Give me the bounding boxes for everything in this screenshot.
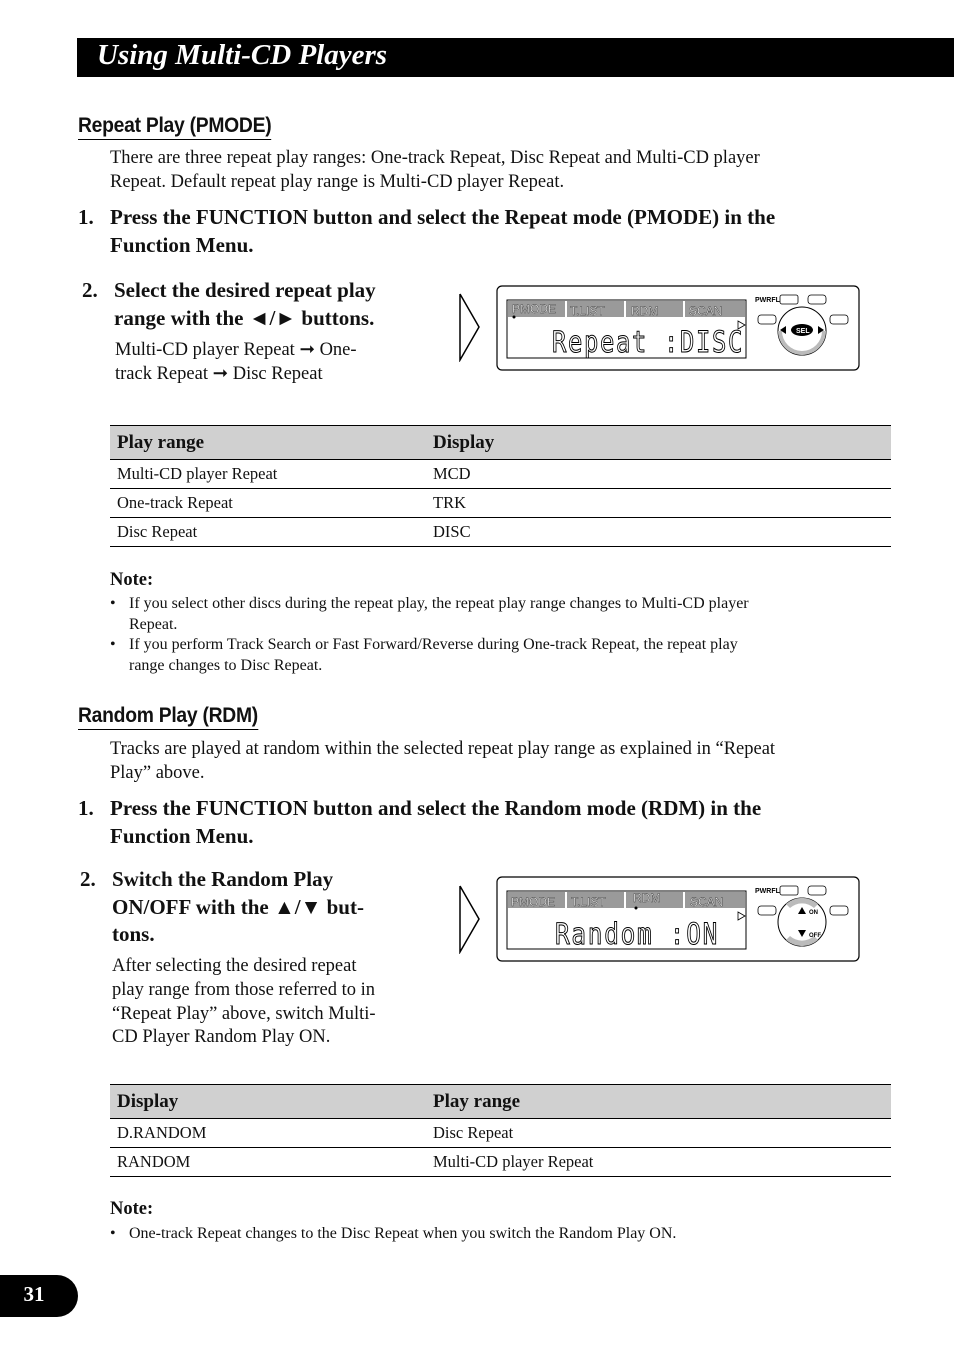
note-line: Repeat. [129, 616, 178, 633]
cell-play-range: One-track Repeat [110, 489, 426, 518]
random-step1 [78, 795, 878, 851]
tab-label-rdm: RDM [631, 304, 659, 318]
sel-button-label: SEL [796, 328, 810, 335]
display-unit-random [496, 876, 860, 962]
cell-play-range: Disc Repeat [110, 518, 426, 547]
random-intro-line2: Play” above. [110, 763, 205, 783]
repeat-note-item: • If you perform Track Search or Fast Forward/Reverse during One-track Repeat, the repeat play range changes to Disc Repeat. [110, 636, 738, 674]
step-number: 2. [80, 867, 96, 891]
cell-play-range: Disc Repeat [426, 1119, 891, 1148]
repeat-intro-line2: Repeat. Default repeat play range is Multi-CD player Repeat. [110, 172, 565, 192]
col-display: Display [110, 1085, 426, 1119]
display-unit-repeat [496, 285, 860, 371]
repeat-step2 [82, 277, 422, 333]
cell-play-range: Multi-CD player Repeat [110, 460, 426, 489]
page-number: 31 [23, 1282, 45, 1306]
random-step2 [80, 866, 420, 950]
table-row [110, 518, 891, 547]
step-text-line2: ON/OFF with the ▲/▼ but- [112, 895, 364, 919]
pointer-arrow-icon [458, 884, 482, 954]
table-row [110, 489, 891, 518]
random-step2-desc-line: CD Player Random Play ON. [112, 1027, 331, 1047]
tab-label-tlist: T.LIST [570, 304, 605, 318]
tab-label-pmode: PMODE [511, 895, 556, 909]
repeat-step1 [78, 204, 878, 260]
note-line: If you select other discs during the repeat play, the repeat play range changes to Multi-CD player [129, 595, 749, 612]
step-text-line1: Select the desired repeat play [114, 278, 376, 302]
step-text-line1: Switch the Random Play [112, 867, 334, 891]
tab-label-scan: SCAN [689, 304, 723, 318]
random-note-item: • One-track Repeat changes to the Disc Repeat when you switch the Random Play ON. [110, 1225, 677, 1242]
cell-display: DISC [426, 518, 891, 547]
tab-label-pmode: PMODE [512, 302, 557, 316]
repeat-heading: Repeat Play (PMODE) [78, 114, 271, 140]
pwrfl-label: PWRFL [755, 297, 780, 304]
repeat-step2-desc-line1: Multi-CD player Repeat ➞ One- [115, 340, 357, 360]
step-text-line2: Function Menu. [110, 824, 254, 848]
tab-label-tlist: T.LIST [571, 895, 606, 909]
pointer-arrow-icon [458, 292, 482, 362]
cell-display: TRK [426, 489, 891, 518]
step-number: 2. [82, 278, 98, 302]
page-title: Using Multi-CD Players [97, 39, 388, 71]
tab-label-scan: SCAN [690, 895, 724, 909]
step-number: 1. [78, 205, 94, 229]
cell-display: D.RANDOM [110, 1119, 426, 1148]
random-heading: Random Play (RDM) [78, 704, 258, 730]
random-step2-desc-line: play range from those referred to in [112, 980, 376, 1000]
repeat-range-table [110, 425, 891, 547]
random-step2-desc-line: “Repeat Play” above, switch Multi- [112, 1004, 376, 1024]
pwrfl-label: PWRFL [755, 888, 780, 895]
note-line: If you perform Track Search or Fast Forward/Reverse during One-track Repeat, the repeat play [129, 636, 738, 653]
title-bar [77, 38, 954, 77]
tab-label-rdm: RDM [633, 891, 661, 905]
lcd-text: Random :ON [555, 917, 719, 951]
cell-display: RANDOM [110, 1148, 426, 1177]
page-number-tab [0, 1275, 78, 1317]
repeat-note-item: • If you select other discs during the repeat play, the repeat play range changes to Multi-CD player Repeat. [110, 595, 749, 633]
table-row [110, 1148, 891, 1177]
col-play-range: Play range [110, 426, 426, 460]
note-line: One-track Repeat changes to the Disc Repeat when you switch the Random Play ON. [129, 1225, 677, 1242]
step-text-line2: range with the ◄/► buttons. [114, 306, 375, 330]
note-line: range changes to Disc Repeat. [129, 657, 323, 674]
step-number: 1. [78, 796, 94, 820]
off-label: OFF [809, 933, 821, 939]
repeat-step2-desc-line2: track Repeat ➞ Disc Repeat [115, 364, 323, 384]
random-display-table [110, 1084, 891, 1177]
cell-display: MCD [426, 460, 891, 489]
table-row [110, 1119, 891, 1148]
repeat-intro-line1: There are three repeat play ranges: One-track Repeat, Disc Repeat and Multi-CD player [110, 148, 760, 168]
random-note-label: Note: [110, 1199, 154, 1219]
random-step2-desc-line: After selecting the desired repeat [112, 956, 357, 976]
lcd-text: Repeat :DISC [552, 325, 744, 359]
col-display: Display [426, 426, 891, 460]
step-text-line1: Press the FUNCTION button and select the Random mode (RDM) in the [110, 796, 762, 820]
random-intro-line1: Tracks are played at random within the selected repeat play range as explained in “Repeat [110, 739, 776, 759]
on-label: ON [809, 910, 818, 916]
col-play-range: Play range [426, 1085, 891, 1119]
repeat-note-label: Note: [110, 570, 154, 590]
cell-play-range: Multi-CD player Repeat [426, 1148, 891, 1177]
step-text-line3: tons. [112, 922, 155, 946]
step-text-line2: Function Menu. [110, 233, 254, 257]
step-text-line1: Press the FUNCTION button and select the Repeat mode (PMODE) in the [110, 205, 776, 229]
table-row [110, 460, 891, 489]
